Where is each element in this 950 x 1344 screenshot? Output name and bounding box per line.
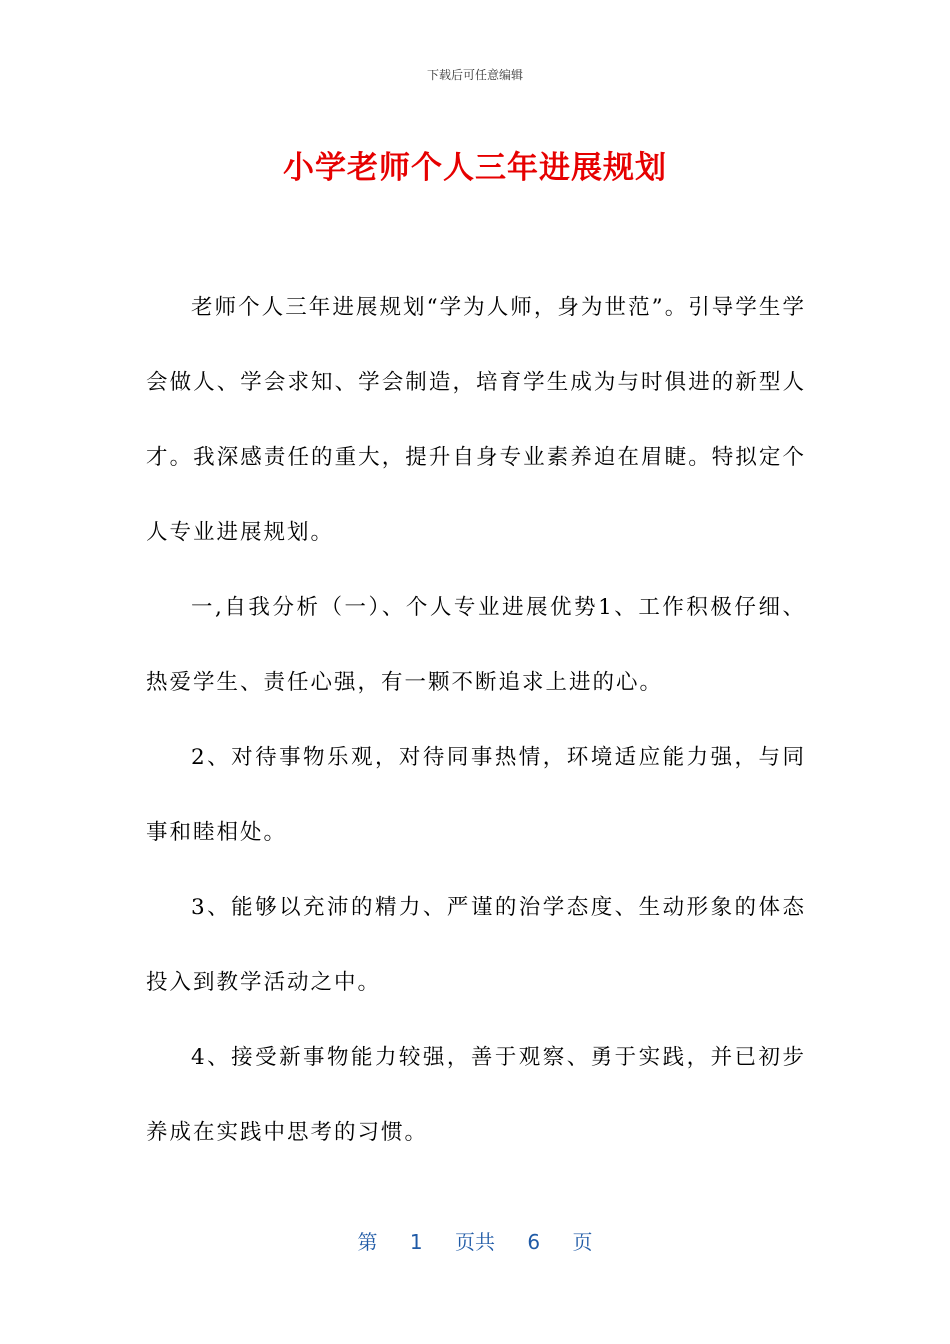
page-footer	[0, 1226, 950, 1255]
paragraph-self-analysis: 一,自我分析（一）、个人专业进展优势1、工作积极仔细、热爱学生、责任心强，有一颗不断追求上进的心。	[146, 595, 806, 695]
paragraph-intro: 老师个人三年进展规划“学为人师，身为世范”。引导学生学会做人、学会求知、学会制造，培育学生成为与时俱进的新型人才。我深感责任的重大，提升自身专业素养迫在眉睫。特拟定个人专业进展规划。	[146, 295, 806, 545]
document-title: 小学老师个人三年进展规划	[283, 150, 667, 186]
document-body	[146, 270, 806, 1170]
paragraph-point-4: 4、接受新事物能力较强，善于观察、勇于实践，并已初步养成在实践中思考的习惯。	[146, 1045, 806, 1145]
paragraph-point-2: 2、对待事物乐观，对待同事热情，环境适应能力强，与同事和睦相处。	[146, 745, 806, 845]
header-note: 下载后可任意编辑	[426, 68, 523, 82]
page-middle: 页共	[455, 1230, 495, 1254]
page-suffix: 页	[572, 1230, 593, 1254]
page-prefix: 第	[357, 1230, 378, 1254]
paragraph-point-3: 3、能够以充沛的精力、严谨的治学态度、生动形象的体态投入到教学活动之中。	[146, 895, 806, 995]
page-current-number: 1	[409, 1230, 423, 1254]
page-total-number: 6	[527, 1230, 541, 1254]
